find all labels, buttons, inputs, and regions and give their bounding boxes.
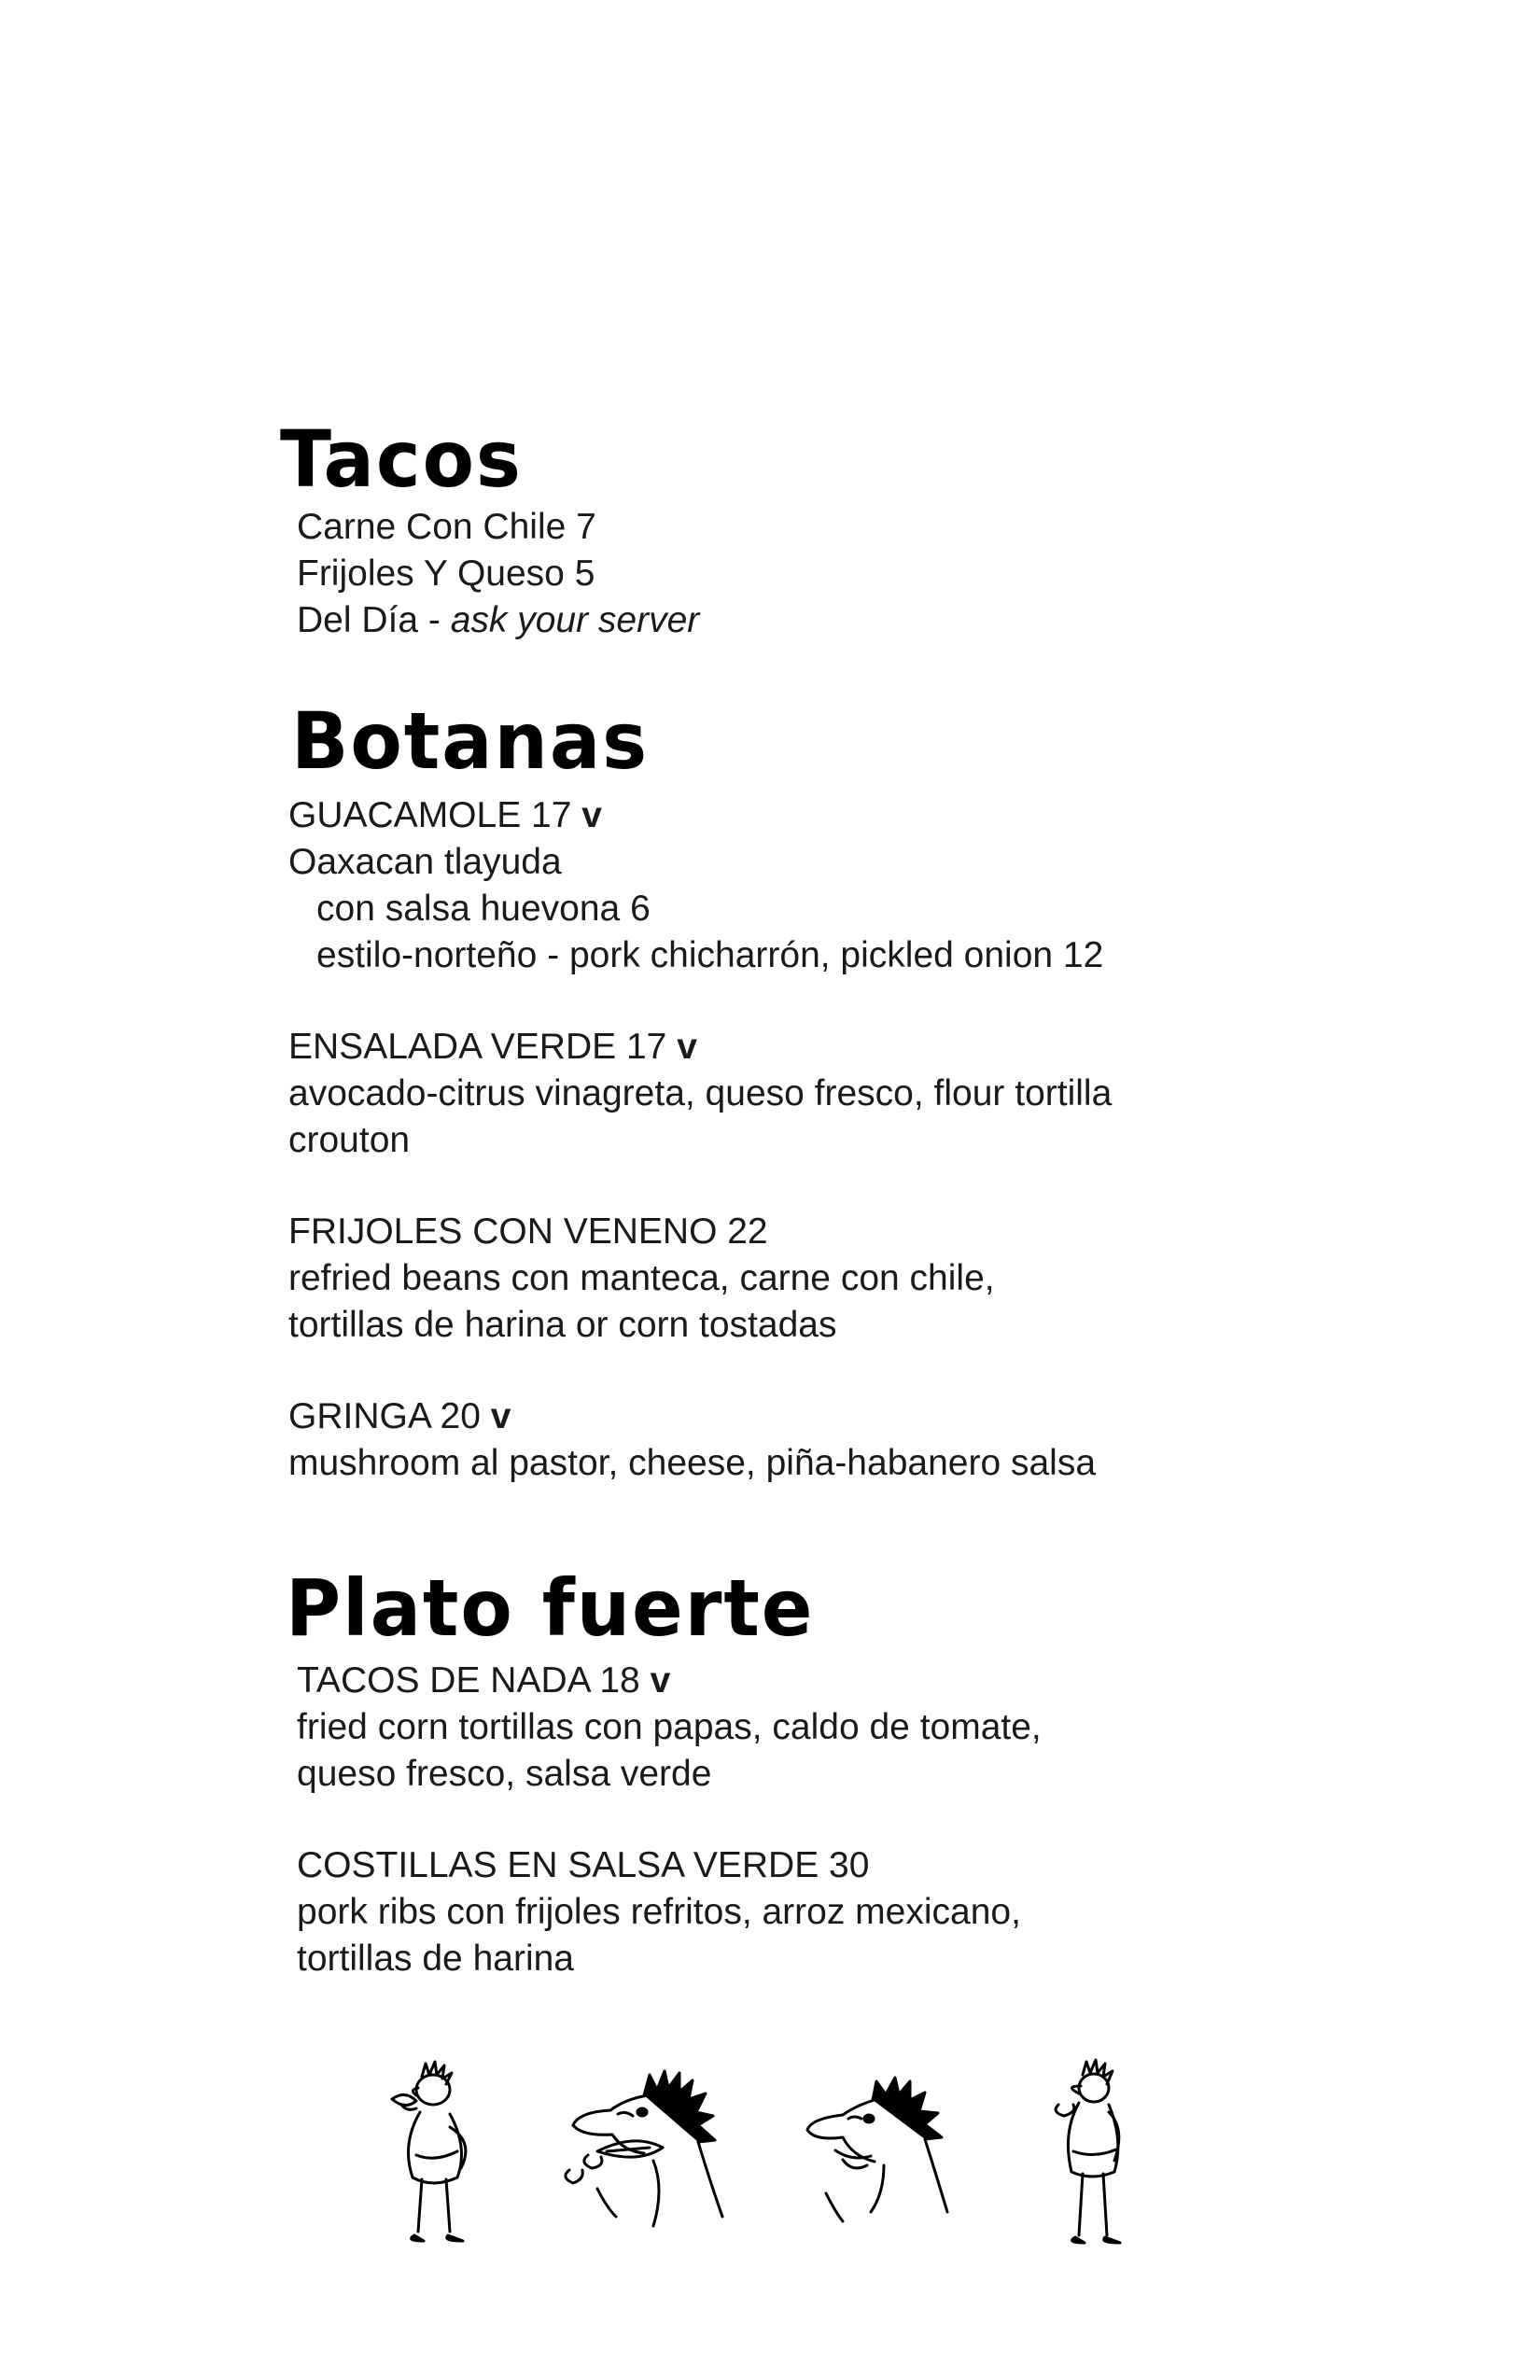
- menu-item-ensalada-name: ENSALADA VERDE 17: [288, 1027, 678, 1067]
- menu-item-guacamole-title: [288, 792, 1103, 839]
- menu-item-tacos-de-nada-desc-2: queso fresco, salsa verde: [297, 1754, 712, 1794]
- menu-item-ensalada-title: [288, 1024, 1112, 1071]
- vegetarian-badge: v: [650, 1660, 671, 1701]
- vegetarian-badge: v: [490, 1396, 511, 1436]
- menu-item-guacamole-option-huevona: con salsa huevona 6: [316, 889, 651, 929]
- menu-item-guacamole-sub: Oaxacan tlayuda: [288, 842, 562, 882]
- section-title-tacos: Tacos: [280, 413, 523, 505]
- menu-item-del-dia: [297, 597, 699, 644]
- vegetarian-badge: v: [677, 1027, 697, 1067]
- vegetarian-badge: v: [581, 795, 602, 835]
- menu-item-ensalada-desc-1: avocado-citrus vinagreta, queso fresco, flour tortilla: [288, 1073, 1113, 1113]
- menu-item-ensalada-desc-2: crouton: [288, 1120, 411, 1160]
- menu-item-carne-con-chile: Carne Con Chile 7: [297, 507, 596, 547]
- section-title-botanas: Botanas: [291, 695, 650, 787]
- menu-item-frijoles-name: FRIJOLES CON VENENO 22: [288, 1211, 768, 1252]
- menu-item-guacamole-option-norteno: estilo-norteño - pork chicharrón, pickled onion 12: [316, 935, 1104, 975]
- man-chewing-closeup-illustration: [798, 2072, 966, 2240]
- menu-item-tacos-de-nada-name: TACOS DE NADA 18: [297, 1660, 651, 1701]
- menu-item-tacos-de-nada-desc-1: fried corn tortillas con papas, caldo de tomate,: [297, 1707, 1042, 1747]
- menu-item-guacamole-name: GUACAMOLE 17: [288, 795, 582, 835]
- man-eating-standing-illustration: [1036, 2058, 1139, 2254]
- menu-item-frijoles-y-queso: Frijoles Y Queso 5: [297, 553, 595, 594]
- man-eating-taco-closeup-illustration: [560, 2067, 747, 2245]
- menu-item-tacos-de-nada-title: [297, 1658, 1042, 1704]
- tacos-list: [297, 504, 699, 644]
- menu-item-gringa: [288, 1393, 1096, 1487]
- menu-item-gringa-desc-1: mushroom al pastor, cheese, piña-habanero salsa: [288, 1443, 1097, 1483]
- menu-item-costillas-desc-1: pork ribs con frijoles refritos, arroz mexicano,: [297, 1892, 1021, 1932]
- menu-item-ensalada-verde: [288, 1024, 1112, 1164]
- menu-item-frijoles-desc-1: refried beans con manteca, carne con chile,: [288, 1258, 995, 1298]
- menu-item-tacos-de-nada: [297, 1658, 1042, 1798]
- menu-item-frijoles-con-veneno: [288, 1209, 995, 1349]
- menu-item-del-dia-note: ask your server: [450, 600, 700, 640]
- menu-item-costillas-name: COSTILLAS EN SALSA VERDE 30: [297, 1845, 870, 1885]
- menu-item-costillas: [297, 1842, 1021, 1982]
- man-eating-taco-standing-illustration: [364, 2058, 504, 2254]
- menu-item-costillas-desc-2: tortillas de harina: [297, 1939, 574, 1979]
- menu-item-gringa-name: GRINGA 20: [288, 1396, 491, 1436]
- menu-item-gringa-title: [288, 1393, 1096, 1440]
- section-title-plato-fuerte: Plato fuerte: [286, 1562, 815, 1654]
- menu-item-del-dia-name: Del Día -: [297, 600, 451, 640]
- menu-item-frijoles-desc-2: tortillas de harina or corn tostadas: [288, 1305, 837, 1345]
- menu-item-guacamole: [288, 792, 1103, 979]
